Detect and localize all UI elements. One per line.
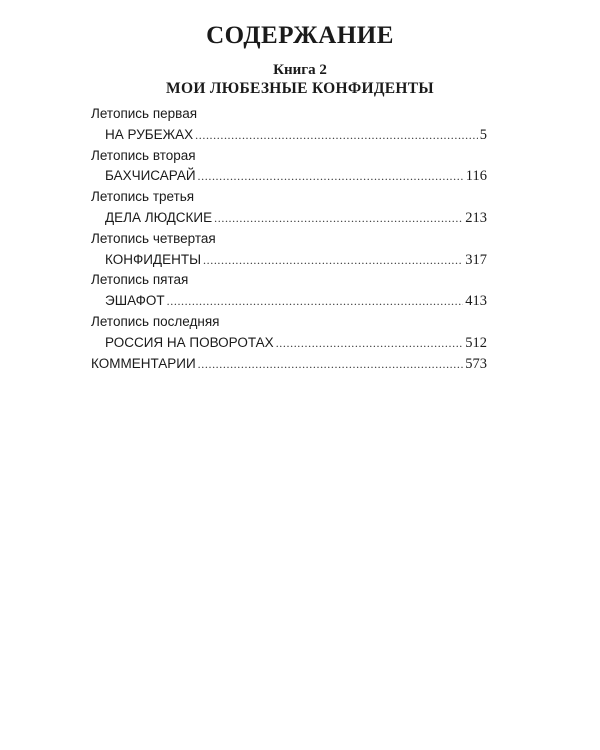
toc-entry-title: КОММЕНТАРИИ [91,355,196,371]
chronicle-label-1: Летопись первая [91,106,198,121]
toc-entry-page: 5 [479,126,487,143]
toc-entry-3[interactable] [91,208,487,229]
chronicle-label-4: Летопись четвертая [91,230,216,246]
toc-entry-page: 116 [465,168,487,185]
toc-entry-title: НА РУБЕЖАХ [105,126,194,142]
dot-leader [195,125,478,146]
toc-entry-title: ДЕЛА ЛЮДСКИЕ [105,209,213,225]
dot-leader [198,166,464,187]
toc-entry-6[interactable] [91,333,487,354]
table-of-contents [91,104,487,374]
toc-entry-page: 413 [465,293,487,310]
dot-leader [203,250,463,271]
toc-entry-title: БАХЧИСАРАЙ [105,168,196,184]
chronicle-label-3: Летопись третья [91,189,195,205]
chronicle-label-2: Летопись вторая [91,147,196,163]
dot-leader [167,291,464,312]
page-title: СОДЕРЖАНИЕ [206,22,394,49]
toc-entry-title: ЭШАФОТ [105,293,165,309]
toc-entry-5[interactable] [91,291,487,312]
toc-entry-page: 573 [465,355,487,372]
toc-entry-1[interactable] [91,125,487,146]
toc-entry-title: КОНФИДЕНТЫ [105,251,202,267]
toc-entry-page: 213 [465,209,487,226]
toc-entry-4[interactable] [91,250,487,271]
toc-entry-page: 317 [465,251,487,268]
book-title: МОИ ЛЮБЕЗНЫЕ КОНФИДЕНТЫ [166,80,434,97]
dot-leader [276,333,464,354]
toc-entry-commentary[interactable] [91,354,487,375]
toc-entry-title: РОССИЯ НА ПОВОРОТАХ [105,334,274,350]
dot-leader [214,208,463,229]
chronicle-label-5: Летопись пятая [91,272,189,288]
toc-entry-page: 512 [465,334,487,351]
book-number: Книга 2 [273,62,327,78]
toc-entry-2[interactable] [91,166,487,187]
chronicle-label-6: Летопись последняя [91,313,220,329]
dot-leader [198,354,464,375]
